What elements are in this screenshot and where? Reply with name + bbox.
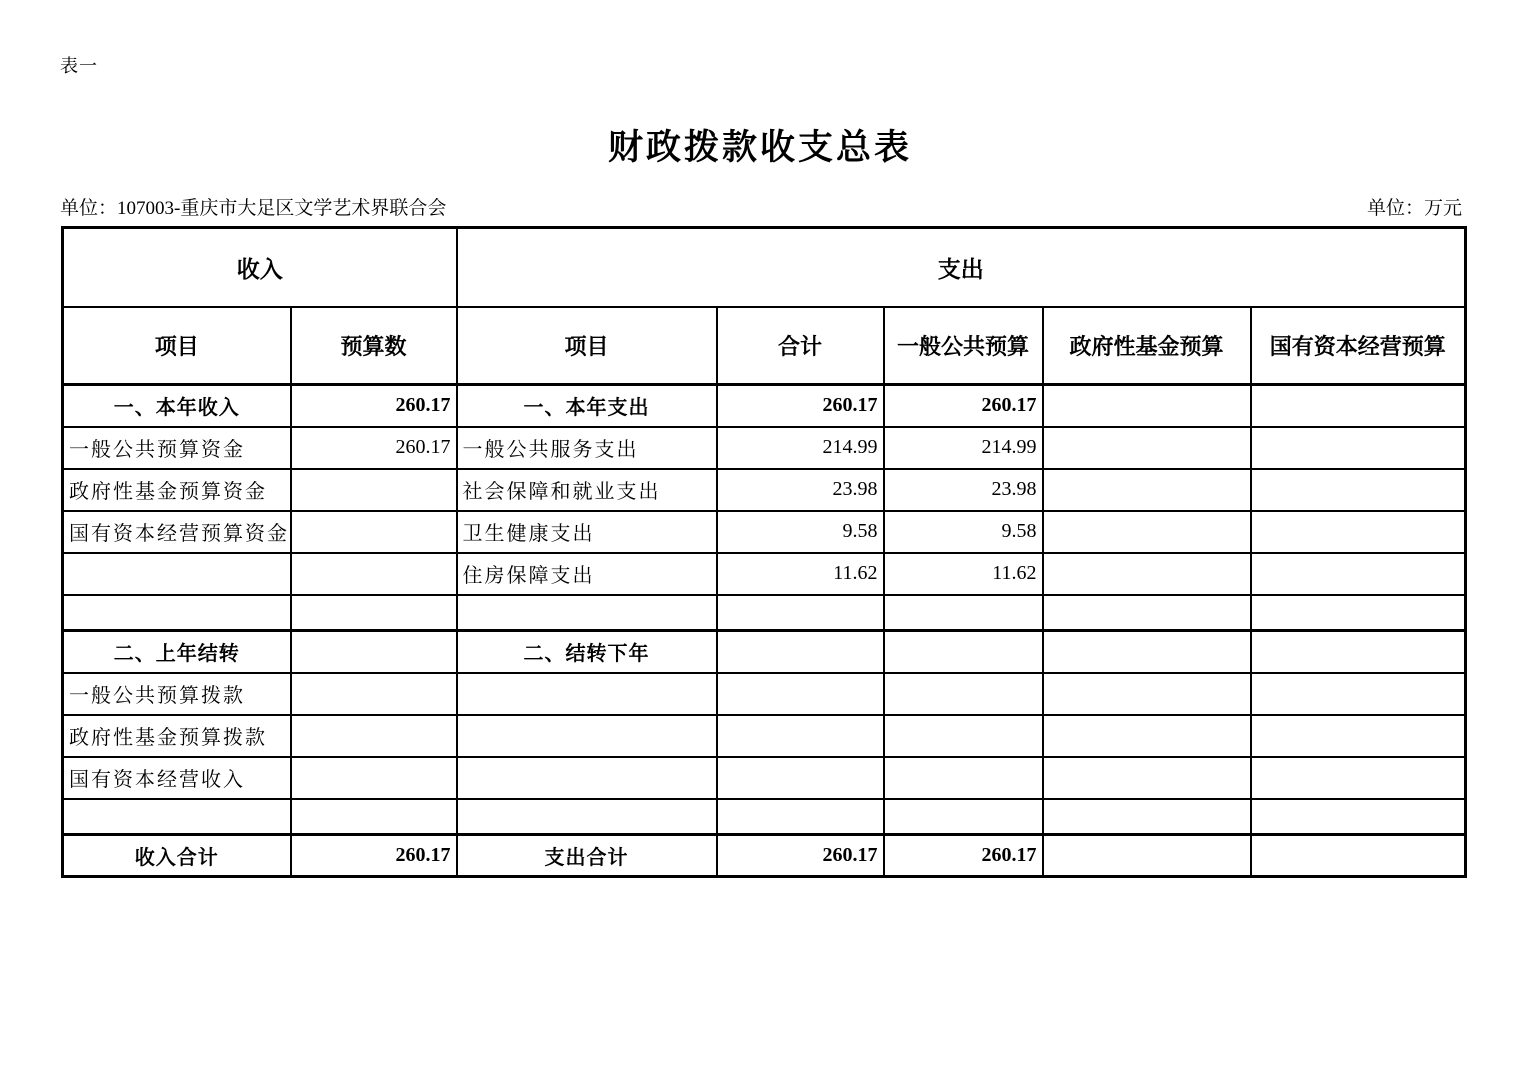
col-header-income-item: 项目 xyxy=(63,307,291,385)
cell xyxy=(1043,385,1251,427)
cell xyxy=(884,673,1043,715)
cell xyxy=(717,757,884,799)
group-header-row xyxy=(63,228,1466,307)
cell xyxy=(1251,715,1466,757)
unit-org-label: 单位：107003-重庆市大足区文学艺术界联合会 xyxy=(60,198,447,219)
cell xyxy=(884,757,1043,799)
col-header-general-public-budget: 一般公共预算 xyxy=(884,307,1043,385)
table-row xyxy=(63,799,1466,835)
cell xyxy=(1251,427,1466,469)
cell: 23.98 xyxy=(717,469,884,511)
cell xyxy=(1043,673,1251,715)
cell: 11.62 xyxy=(884,553,1043,595)
cell xyxy=(457,799,717,835)
cell: 214.99 xyxy=(884,427,1043,469)
col-header-govt-fund-budget: 政府性基金预算 xyxy=(1043,307,1251,385)
unit-info-row xyxy=(60,193,1462,220)
cell xyxy=(1251,673,1466,715)
budget-table xyxy=(61,226,1467,878)
cell xyxy=(1251,553,1466,595)
cell xyxy=(63,595,291,631)
col-header-state-capital-budget: 国有资本经营预算 xyxy=(1251,307,1466,385)
page-title: 财政拨款收支总表 xyxy=(607,128,912,167)
cell: 卫生健康支出 xyxy=(457,511,717,553)
cell xyxy=(1251,631,1466,673)
table-body xyxy=(63,385,1466,877)
table-row xyxy=(63,427,1466,469)
cell xyxy=(717,673,884,715)
income-group-header: 收入 xyxy=(63,228,457,307)
cell: 住房保障支出 xyxy=(457,553,717,595)
cell: 二、结转下年 xyxy=(457,631,717,673)
cell xyxy=(63,799,291,835)
cell xyxy=(884,595,1043,631)
cell: 260.17 xyxy=(717,835,884,877)
cell xyxy=(291,673,457,715)
cell: 收入合计 xyxy=(63,835,291,877)
cell: 政府性基金预算拨款 xyxy=(63,715,291,757)
cell: 11.62 xyxy=(717,553,884,595)
cell xyxy=(457,757,717,799)
cell xyxy=(1043,595,1251,631)
cell: 一般公共服务支出 xyxy=(457,427,717,469)
cell xyxy=(1043,835,1251,877)
cell: 一、本年收入 xyxy=(63,385,291,427)
table-row xyxy=(63,553,1466,595)
table-row xyxy=(63,469,1466,511)
cell xyxy=(1251,757,1466,799)
cell: 社会保障和就业支出 xyxy=(457,469,717,511)
table-row xyxy=(63,835,1466,877)
table-row xyxy=(63,595,1466,631)
table-row xyxy=(63,631,1466,673)
cell xyxy=(1043,757,1251,799)
cell: 国有资本经营预算资金 xyxy=(63,511,291,553)
cell: 260.17 xyxy=(291,427,457,469)
cell: 260.17 xyxy=(717,385,884,427)
cell: 一般公共预算资金 xyxy=(63,427,291,469)
expense-group-header: 支出 xyxy=(457,228,1466,307)
cell: 9.58 xyxy=(717,511,884,553)
cell xyxy=(884,631,1043,673)
cell xyxy=(717,595,884,631)
cell xyxy=(457,715,717,757)
cell xyxy=(1043,631,1251,673)
cell xyxy=(884,715,1043,757)
cell xyxy=(717,799,884,835)
cell: 260.17 xyxy=(884,835,1043,877)
cell xyxy=(63,553,291,595)
cell xyxy=(1043,427,1251,469)
cell xyxy=(291,469,457,511)
cell: 260.17 xyxy=(291,835,457,877)
col-header-expense-item: 项目 xyxy=(457,307,717,385)
cell: 支出合计 xyxy=(457,835,717,877)
cell: 一般公共预算拨款 xyxy=(63,673,291,715)
cell: 260.17 xyxy=(291,385,457,427)
cell: 260.17 xyxy=(884,385,1043,427)
cell: 9.58 xyxy=(884,511,1043,553)
cell xyxy=(457,595,717,631)
cell xyxy=(1251,385,1466,427)
table-row xyxy=(63,757,1466,799)
unit-currency-label: 单位：万元 xyxy=(1366,198,1462,219)
column-header-row xyxy=(63,307,1466,385)
cell xyxy=(1043,553,1251,595)
table-row xyxy=(63,385,1466,427)
cell xyxy=(717,715,884,757)
cell xyxy=(1043,799,1251,835)
cell xyxy=(717,631,884,673)
cell xyxy=(884,799,1043,835)
cell xyxy=(291,511,457,553)
cell xyxy=(457,673,717,715)
cell xyxy=(291,757,457,799)
cell: 二、上年结转 xyxy=(63,631,291,673)
sheet-label: 表一 xyxy=(60,56,98,76)
col-header-expense-total: 合计 xyxy=(717,307,884,385)
cell: 23.98 xyxy=(884,469,1043,511)
table-row xyxy=(63,715,1466,757)
table-row xyxy=(63,673,1466,715)
cell xyxy=(291,595,457,631)
cell: 214.99 xyxy=(717,427,884,469)
cell xyxy=(1043,511,1251,553)
cell xyxy=(1251,835,1466,877)
cell: 政府性基金预算资金 xyxy=(63,469,291,511)
table-row xyxy=(63,511,1466,553)
cell xyxy=(1251,799,1466,835)
cell xyxy=(291,799,457,835)
cell xyxy=(291,715,457,757)
cell: 国有资本经营收入 xyxy=(63,757,291,799)
cell xyxy=(291,553,457,595)
cell xyxy=(1043,715,1251,757)
cell xyxy=(1251,595,1466,631)
cell xyxy=(1251,511,1466,553)
cell xyxy=(1043,469,1251,511)
cell xyxy=(1251,469,1466,511)
col-header-income-budget: 预算数 xyxy=(291,307,457,385)
cell xyxy=(291,631,457,673)
cell: 一、本年支出 xyxy=(457,385,717,427)
